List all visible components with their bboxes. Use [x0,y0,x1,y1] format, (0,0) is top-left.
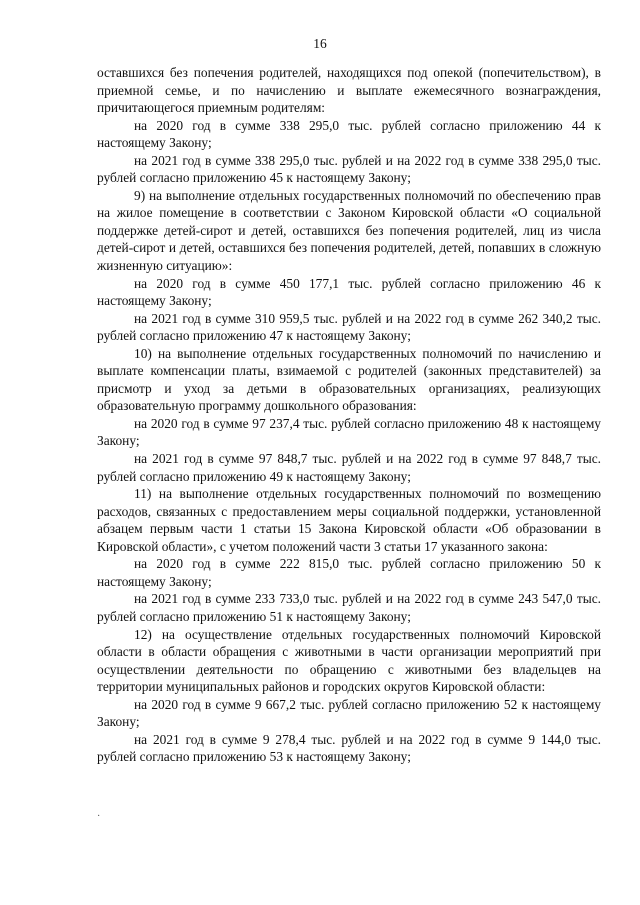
paragraph-2020-appendix-50: на 2020 год в сумме 222 815,0 тыс. рублей согласно приложению 50 к настоящему Закону; [97,556,601,589]
scan-mark: · [97,811,101,822]
paragraph-item-9: 9) на выполнение отдельных государственных полномочий по обеспечению прав на жилое помещение в соответствии с Законом Кировской области «О социальной поддержке детей-сирот и детей, оставшихся без попечения родителей, лиц из числа детей-сирот и детей, оставшихся без попечения родителей, детей, попавших в сложную жизненную ситуацию»: [97,187,601,274]
paragraph-2021-2022-appendix-49: на 2021 год в сумме 97 848,7 тыс. рублей и на 2022 год в сумме 97 848,7 тыс. рублей согласно приложению 49 к настоящему Закону; [97,451,601,484]
document-body [97,64,601,766]
paragraph-2020-appendix-46: на 2020 год в сумме 450 177,1 тыс. рублей согласно приложению 46 к настоящему Закону; [97,275,601,309]
paragraph-2021-2022-appendix-45: на 2021 год в сумме 338 295,0 тыс. рублей и на 2022 год в сумме 338 295,0 тыс. рублей согласно приложению 45 к настоящему Закону; [97,152,601,186]
page-number: 16 [313,36,327,51]
paragraph-item-10: 10) на выполнение отдельных государственных полномочий по начислению и выплате компенсации платы, взимаемой с родителей (законных представителей) за присмотр и уход за детьми в образовательных организациях, реализующих образовательную программу дошкольного образования: [97,345,601,414]
paragraph-2021-2022-appendix-47: на 2021 год в сумме 310 959,5 тыс. рублей и на 2022 год в сумме 262 340,2 тыс. рублей согласно приложению 47 к настоящему Закону; [97,310,601,344]
paragraph-2021-2022-appendix-51: на 2021 год в сумме 233 733,0 тыс. рублей и на 2022 год в сумме 243 547,0 тыс. рублей согласно приложению 51 к настоящему Закону; [97,591,601,624]
paragraph-2020-appendix-48: на 2020 год в сумме 97 237,4 тыс. рублей согласно приложению 48 к настоящему Закону; [97,415,601,449]
paragraph-item-12: 12) на осуществление отдельных государственных полномочий Кировской области в области обращения с животными в части организации мероприятий при осуществлении деятельности по обращению с животными без владельцев на территории муниципальных районов и городских округов Кировской области: [97,626,601,695]
paragraph-2020-appendix-52: на 2020 год в сумме 9 667,2 тыс. рублей согласно приложению 52 к настоящему Закону; [97,696,601,730]
paragraph-2021-2022-appendix-53: на 2021 год в сумме 9 278,4 тыс. рублей и на 2022 год в сумме 9 144,0 тыс. рублей согласно приложению 53 к настоящему Закону; [97,731,601,765]
paragraph-2020-appendix-44: на 2020 год в сумме 338 295,0 тыс. рублей согласно приложению 44 к настоящему Закону; [97,117,601,151]
paragraph-item-11: 11) на выполнение отдельных государственных полномочий по возмещению расходов, связанных с предоставлением меры социальной поддержки, установленной абзацем первым части 1 статьи 15 Закона Кировской области «Об образовании в Кировской области», с учетом положений части 3 статьи 17 указанного закона: [97,486,601,554]
paragraph-continuation: оставшихся без попечения родителей, находящихся под опекой (попечительством), в приемной семье, и по начислению и выплате ежемесячного вознаграждения, причитающегося приемным родителям: [97,65,601,116]
